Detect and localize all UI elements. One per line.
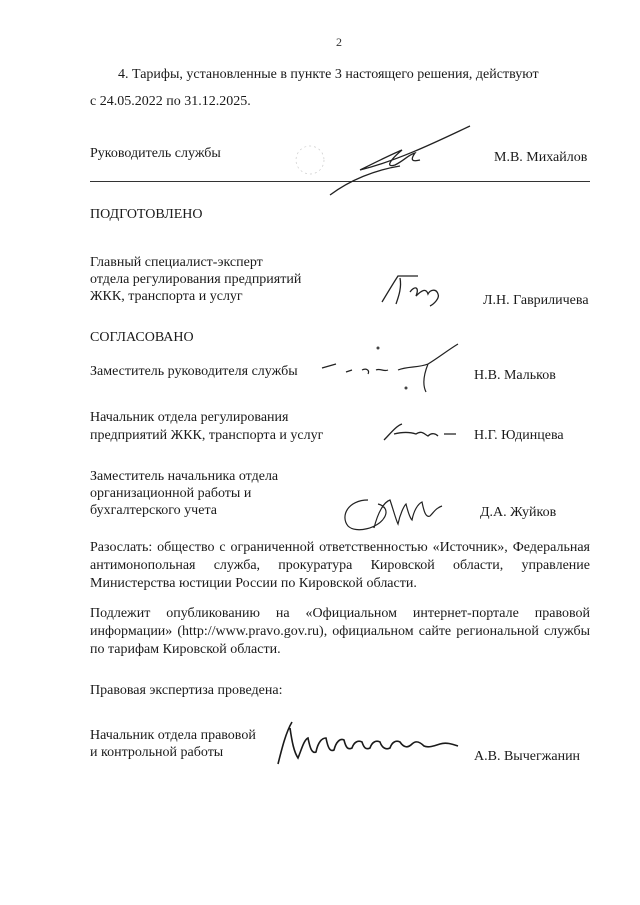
publication-note: Подлежит опубликованию на «Официальном интернет-портале правовой информации» (http://www.pravo.gov.ru), официальном сайте региональной службы по тарифам Кировской области. xyxy=(90,606,590,657)
head-name: М.В. Михайлов xyxy=(494,150,588,165)
prepared-position-line: ЖКК, транспорта и услуг xyxy=(90,289,243,304)
prepared-position-line: Главный специалист-эксперт xyxy=(90,255,263,270)
item4-line2: с 24.05.2022 по 31.12.2025. xyxy=(90,94,251,109)
agreed-signature-1 xyxy=(318,340,468,400)
prepared-signature xyxy=(378,272,458,308)
head-position: Руководитель службы xyxy=(90,146,221,161)
agreed-signer-position: бухгалтерского учета xyxy=(90,503,217,518)
item4-line1: 4. Тарифы, установленные в пункте 3 настоящего решения, действуют xyxy=(118,67,539,82)
agreed-signer-position: предприятий ЖКК, транспорта и услуг xyxy=(90,428,324,443)
agreed-signer-position: организационной работы и xyxy=(90,486,252,501)
agreed-signature-2 xyxy=(380,420,460,444)
legal-position-line: Начальник отдела правовой xyxy=(90,728,256,743)
distribution-list: Разослать: общество с ограниченной ответственностью «Источник», Федеральная антимонопольная служба, прокуратура Кировской области, управление Министерства юстиции России по Кировской области. xyxy=(90,540,590,591)
agreed-signature-3 xyxy=(338,492,448,536)
agreed-signer-position: Начальник отдела регулирования xyxy=(90,410,289,425)
agreed-signer-name: Н.Г. Юдинцева xyxy=(474,428,564,443)
page-number: 2 xyxy=(336,35,342,49)
prepared-position-line: отдела регулирования предприятий xyxy=(90,272,302,287)
agreed-signer-name: Д.А. Жуйков xyxy=(480,505,557,520)
prepared-name: Л.Н. Гавриличева xyxy=(483,293,589,308)
legal-position-line: и контрольной работы xyxy=(90,745,224,760)
prepared-heading: ПОДГОТОВЛЕНО xyxy=(90,207,203,222)
agreed-signer-name: Н.В. Мальков xyxy=(474,368,556,383)
agreed-signer-position: Заместитель руководителя службы xyxy=(90,364,298,379)
legal-signature xyxy=(268,718,468,768)
agreed-heading: СОГЛАСОВАНО xyxy=(90,330,194,345)
head-signature xyxy=(290,120,490,200)
agreed-signer-position: Заместитель начальника отдела xyxy=(90,469,279,484)
legal-name: А.В. Вычегжанин xyxy=(474,749,581,764)
legal-note: Правовая экспертиза проведена: xyxy=(90,683,283,698)
